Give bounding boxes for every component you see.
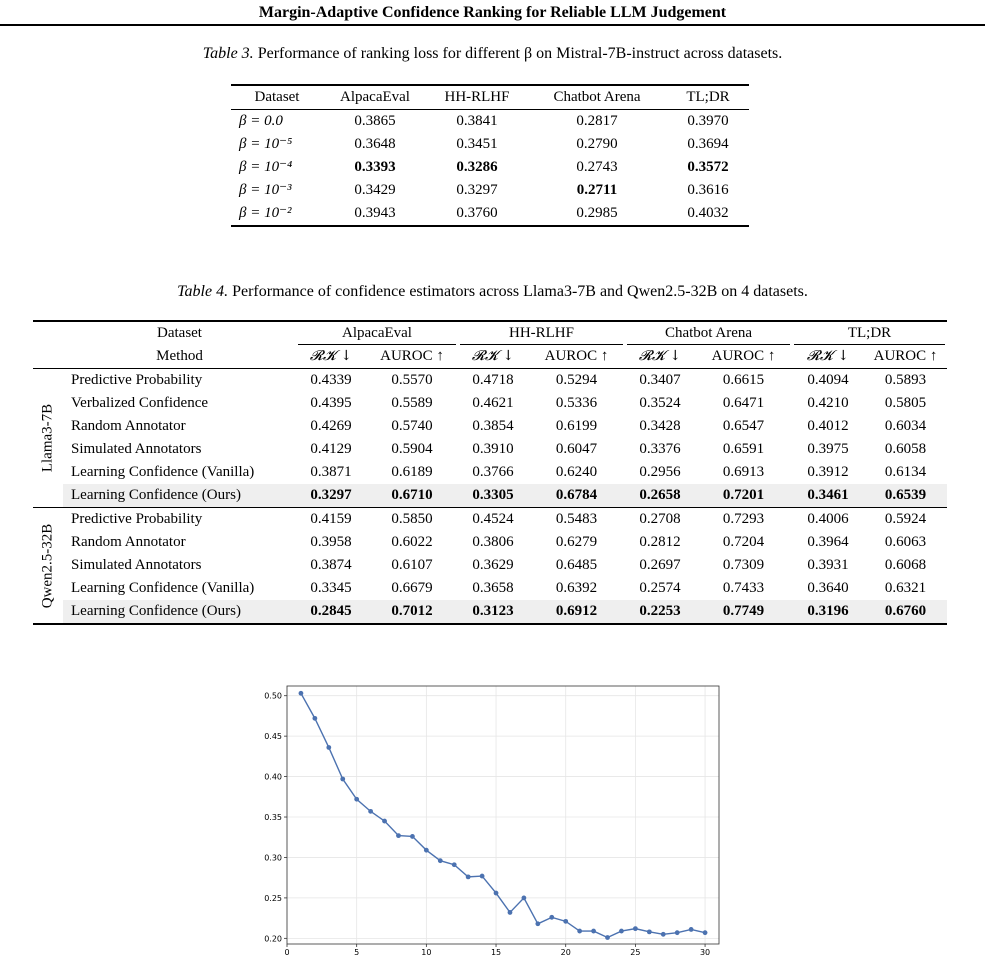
table4-value-cell: 0.6068 bbox=[884, 557, 927, 573]
data-point bbox=[647, 929, 652, 934]
table4-group-cell bbox=[33, 508, 63, 625]
table4-value-cell: 0.7749 bbox=[695, 600, 792, 624]
table4-value-cell: 0.3964 bbox=[807, 534, 849, 550]
data-point bbox=[535, 921, 540, 926]
data-point bbox=[326, 745, 331, 750]
table4-value-cell: 0.3428 bbox=[639, 418, 681, 434]
table4-value-cell: 0.3854 bbox=[472, 418, 514, 434]
table3-value-cell: 0.4032 bbox=[687, 205, 729, 221]
data-point bbox=[354, 797, 359, 802]
table3-value-cell: 0.3841 bbox=[456, 113, 498, 129]
data-point bbox=[633, 926, 638, 931]
running-header bbox=[0, 0, 985, 26]
table4-value-cell: 0.3958 bbox=[310, 534, 352, 550]
data-point bbox=[661, 932, 666, 937]
table4-value-cell: 0.3345 bbox=[310, 580, 352, 596]
table3-value-cell: 0.3694 bbox=[687, 136, 729, 152]
y-tick-label: 0.35 bbox=[264, 813, 282, 823]
table4-row bbox=[33, 600, 947, 624]
y-tick-label: 0.25 bbox=[264, 893, 282, 903]
y-tick-label: 0.30 bbox=[264, 853, 282, 863]
table3-beta-cell: β = 10⁻² bbox=[239, 205, 292, 221]
table4-value-cell: 0.7293 bbox=[722, 511, 765, 527]
table4-value-cell: 0.5893 bbox=[884, 372, 927, 388]
table4-value-cell: 0.4094 bbox=[807, 372, 849, 388]
table4-row bbox=[33, 577, 947, 600]
table4-value-cell: 0.4269 bbox=[310, 418, 352, 434]
table3-value-cell: 0.2985 bbox=[576, 205, 618, 221]
table4-value-cell: 0.4339 bbox=[310, 372, 352, 388]
data-point bbox=[689, 927, 694, 932]
table4-value-cell: 0.7433 bbox=[722, 580, 765, 596]
table4-dataset-row bbox=[33, 321, 947, 345]
table4-method-cell: Learning Confidence (Ours) bbox=[63, 484, 296, 508]
data-point bbox=[299, 691, 304, 696]
table4-row bbox=[33, 415, 947, 438]
y-tick-label: 0.20 bbox=[264, 934, 282, 944]
x-tick-label: 5 bbox=[354, 948, 360, 957]
table4-value-cell: 0.5904 bbox=[391, 441, 433, 457]
table4-value-cell: 0.6679 bbox=[391, 580, 433, 596]
table4-group-cell bbox=[33, 369, 63, 508]
table3-value-cell: 0.3943 bbox=[354, 205, 396, 221]
table4-value-cell: 0.3766 bbox=[472, 464, 514, 480]
table4-value-cell: 0.2845 bbox=[296, 600, 366, 624]
table4-value-cell: 0.6760 bbox=[864, 600, 947, 624]
table4-metric-rk: 𝓡𝓚 ↓ bbox=[458, 345, 528, 369]
table4-value-cell: 0.5483 bbox=[555, 511, 598, 527]
line-chart bbox=[255, 680, 725, 961]
x-tick-label: 15 bbox=[490, 948, 502, 957]
table4-value-cell: 0.4621 bbox=[472, 395, 514, 411]
table4-value-cell: 0.6471 bbox=[722, 395, 765, 411]
table4-value-cell: 0.6199 bbox=[555, 418, 598, 434]
table4-dataset-label: Dataset bbox=[157, 325, 202, 341]
table4-metric-rk: 𝓡𝓚 ↓ bbox=[296, 345, 366, 369]
table3-caption-text: Performance of ranking loss for different β on Mistral-7B-instruct across datasets. bbox=[257, 45, 783, 62]
data-point bbox=[591, 929, 596, 934]
table4-caption bbox=[0, 283, 985, 301]
table4-value-cell: 0.6279 bbox=[555, 534, 598, 550]
table3-row bbox=[231, 110, 749, 134]
table4-method-cell: Learning Confidence (Vanilla) bbox=[71, 464, 255, 480]
table4-dataset-header: HH-RLHF bbox=[458, 321, 625, 345]
table4-caption-label: Table 4. bbox=[177, 283, 229, 300]
table4-method-cell: Random Annotator bbox=[71, 534, 186, 550]
table4-row bbox=[33, 554, 947, 577]
series-line bbox=[301, 693, 705, 937]
table3-header-cell: AlpacaEval bbox=[323, 85, 427, 110]
table4-value-cell: 0.3874 bbox=[310, 557, 352, 573]
table3-value-cell: 0.2790 bbox=[576, 136, 618, 152]
y-tick-label: 0.45 bbox=[264, 732, 282, 742]
table3-value-cell: 0.3429 bbox=[354, 182, 396, 198]
table4-empty-cell bbox=[33, 345, 63, 369]
table3-value-cell: 0.3393 bbox=[354, 159, 396, 175]
table4-row bbox=[33, 531, 947, 554]
table4-value-cell: 0.3871 bbox=[310, 464, 352, 480]
table4-value-cell: 0.5336 bbox=[555, 395, 598, 411]
table4-value-cell: 0.6539 bbox=[864, 484, 947, 508]
table3-value-cell: 0.3616 bbox=[687, 182, 729, 198]
table4-value-cell: 0.2658 bbox=[625, 484, 695, 508]
table3 bbox=[231, 84, 749, 227]
table4-value-cell: 0.7201 bbox=[695, 484, 792, 508]
table4-value-cell: 0.6107 bbox=[391, 557, 433, 573]
table4-value-cell: 0.4395 bbox=[310, 395, 352, 411]
data-point bbox=[549, 915, 554, 920]
table4-method-cell: Predictive Probability bbox=[71, 511, 203, 527]
table4-group-label: Llama3-7B bbox=[39, 403, 56, 473]
table4-group-label: Qwen2.5-32B bbox=[39, 523, 56, 608]
table3-value-cell: 0.3970 bbox=[687, 113, 729, 129]
table4-method-cell: Simulated Annotators bbox=[71, 441, 202, 457]
table4-value-cell: 0.3297 bbox=[296, 484, 366, 508]
table4-value-cell: 0.3910 bbox=[472, 441, 514, 457]
table3-header-row bbox=[231, 85, 749, 110]
table4-value-cell: 0.3376 bbox=[639, 441, 681, 457]
table4-metric-rk: 𝓡𝓚 ↓ bbox=[792, 345, 864, 369]
table3-value-cell: 0.3297 bbox=[456, 182, 498, 198]
table4-value-cell: 0.3305 bbox=[458, 484, 528, 508]
table4-value-cell: 0.3931 bbox=[807, 557, 849, 573]
data-point bbox=[424, 848, 429, 853]
data-point bbox=[563, 919, 568, 924]
table4-value-cell: 0.4210 bbox=[807, 395, 849, 411]
table3-caption-label: Table 3. bbox=[202, 45, 254, 62]
table4-value-cell: 0.6912 bbox=[528, 600, 625, 624]
table4-value-cell: 0.4159 bbox=[310, 511, 352, 527]
table4-value-cell: 0.5740 bbox=[391, 418, 433, 434]
table3-row bbox=[231, 179, 749, 202]
table4-method-cell: Simulated Annotators bbox=[71, 557, 202, 573]
table3-caption bbox=[0, 45, 985, 63]
data-point bbox=[522, 895, 527, 900]
data-point bbox=[605, 935, 610, 940]
table4-value-cell: 0.2253 bbox=[625, 600, 695, 624]
table4-value-cell: 0.6784 bbox=[528, 484, 625, 508]
table4-value-cell: 0.3407 bbox=[639, 372, 681, 388]
table4-value-cell: 0.4718 bbox=[472, 372, 514, 388]
table4-value-cell: 0.5924 bbox=[884, 511, 927, 527]
table3-value-cell: 0.2711 bbox=[576, 182, 618, 198]
table4-dataset-header: TL;DR bbox=[792, 321, 947, 345]
table3-beta-cell: β = 10⁻⁵ bbox=[239, 136, 293, 152]
table4-row bbox=[33, 508, 947, 532]
data-point bbox=[508, 910, 513, 915]
table4-value-cell: 0.5850 bbox=[391, 511, 433, 527]
table4-method-row bbox=[33, 345, 947, 369]
table4-value-cell: 0.3196 bbox=[792, 600, 864, 624]
table4-empty-cell bbox=[33, 321, 63, 345]
table4-value-cell: 0.6022 bbox=[391, 534, 433, 550]
table4-row bbox=[33, 484, 947, 508]
table4-method-cell: Learning Confidence (Ours) bbox=[63, 600, 296, 624]
data-point bbox=[340, 777, 345, 782]
table4-value-cell: 0.6189 bbox=[391, 464, 433, 480]
table3-value-cell: 0.3648 bbox=[354, 136, 396, 152]
table4-method-cell: Verbalized Confidence bbox=[71, 395, 209, 411]
table4-value-cell: 0.6710 bbox=[366, 484, 458, 508]
x-tick-label: 10 bbox=[421, 948, 432, 957]
table4-value-cell: 0.3640 bbox=[807, 580, 849, 596]
table4-value-cell: 0.6047 bbox=[555, 441, 598, 457]
table4-dataset-header: Chatbot Arena bbox=[625, 321, 792, 345]
table4-value-cell: 0.3524 bbox=[639, 395, 681, 411]
table4-value-cell: 0.3629 bbox=[472, 557, 514, 573]
table4 bbox=[33, 320, 947, 625]
table4-value-cell: 0.7012 bbox=[366, 600, 458, 624]
table3-value-cell: 0.2817 bbox=[576, 113, 618, 129]
table4-value-cell: 0.2812 bbox=[639, 534, 681, 550]
table3-row bbox=[231, 202, 749, 226]
table3-header-cell: TL;DR bbox=[667, 85, 749, 110]
table4-value-cell: 0.6063 bbox=[884, 534, 927, 550]
table4-value-cell: 0.2708 bbox=[639, 511, 681, 527]
data-point bbox=[452, 862, 457, 867]
table4-method-label: Method bbox=[63, 345, 296, 369]
table4-value-cell: 0.4012 bbox=[807, 418, 849, 434]
table4-row bbox=[33, 461, 947, 484]
table4-value-cell: 0.6547 bbox=[722, 418, 765, 434]
table4-value-cell: 0.4129 bbox=[310, 441, 352, 457]
data-point bbox=[410, 834, 415, 839]
table4-value-cell: 0.6058 bbox=[884, 441, 927, 457]
table3-beta-cell: β = 10⁻³ bbox=[239, 182, 292, 198]
table4-row bbox=[33, 392, 947, 415]
table4-dataset-header: AlpacaEval bbox=[296, 321, 458, 345]
table4-value-cell: 0.3123 bbox=[458, 600, 528, 624]
table3-value-cell: 0.3451 bbox=[456, 136, 498, 152]
table4-method-cell: Learning Confidence (Vanilla) bbox=[71, 580, 255, 596]
running-title: Margin-Adaptive Confidence Ranking for Reliable LLM Judgement bbox=[258, 4, 727, 21]
table4-value-cell: 0.3912 bbox=[807, 464, 849, 480]
table4-value-cell: 0.6913 bbox=[722, 464, 765, 480]
table4-caption-text: Performance of confidence estimators across Llama3-7B and Qwen2.5-32B on 4 datasets. bbox=[232, 283, 808, 300]
table4-metric-auroc: AUROC ↑ bbox=[864, 345, 947, 369]
convergence-figure bbox=[255, 680, 725, 961]
table4-value-cell: 0.6485 bbox=[555, 557, 598, 573]
x-tick-label: 30 bbox=[699, 948, 711, 957]
data-point bbox=[619, 929, 624, 934]
table4-row bbox=[33, 438, 947, 461]
table4-value-cell: 0.7204 bbox=[722, 534, 765, 550]
table4-value-cell: 0.3975 bbox=[807, 441, 849, 457]
x-tick-label: 25 bbox=[630, 948, 641, 957]
table4-value-cell: 0.3658 bbox=[472, 580, 514, 596]
table4-value-cell: 0.2956 bbox=[639, 464, 681, 480]
table4-value-cell: 0.4006 bbox=[807, 511, 849, 527]
table4-value-cell: 0.5294 bbox=[555, 372, 598, 388]
table4-value-cell: 0.6392 bbox=[555, 580, 598, 596]
table4-value-cell: 0.6615 bbox=[722, 372, 765, 388]
table4-method-cell: Predictive Probability bbox=[71, 372, 203, 388]
table3-value-cell: 0.3760 bbox=[456, 205, 498, 221]
table4-value-cell: 0.3806 bbox=[472, 534, 514, 550]
table3-value-cell: 0.3572 bbox=[687, 159, 729, 175]
table4-value-cell: 0.7309 bbox=[722, 557, 765, 573]
table3-value-cell: 0.3286 bbox=[456, 159, 498, 175]
table4-value-cell: 0.6034 bbox=[884, 418, 927, 434]
table4-value-cell: 0.2697 bbox=[639, 557, 681, 573]
table3-header-cell: Chatbot Arena bbox=[527, 85, 667, 110]
table4-row bbox=[33, 369, 947, 393]
table4-metric-auroc: AUROC ↑ bbox=[695, 345, 792, 369]
data-point bbox=[312, 716, 317, 721]
x-tick-label: 20 bbox=[560, 948, 571, 957]
table3-beta-cell: β = 10⁻⁴ bbox=[239, 159, 293, 175]
table4-value-cell: 0.5589 bbox=[391, 395, 433, 411]
data-point bbox=[396, 833, 401, 838]
table4-metric-auroc: AUROC ↑ bbox=[528, 345, 625, 369]
table4-value-cell: 0.5805 bbox=[884, 395, 927, 411]
y-tick-label: 0.50 bbox=[264, 691, 282, 701]
table4-value-cell: 0.6240 bbox=[555, 464, 598, 480]
table3-row bbox=[231, 133, 749, 156]
data-point bbox=[577, 929, 582, 934]
y-tick-label: 0.40 bbox=[264, 772, 282, 782]
table4-metric-auroc: AUROC ↑ bbox=[366, 345, 458, 369]
table4-metric-rk: 𝓡𝓚 ↓ bbox=[625, 345, 695, 369]
table3-header-cell: HH-RLHF bbox=[427, 85, 527, 110]
data-point bbox=[480, 874, 485, 879]
data-point bbox=[382, 819, 387, 824]
table3-beta-cell: β = 0.0 bbox=[239, 113, 283, 129]
table4-value-cell: 0.5570 bbox=[391, 372, 433, 388]
table3-header-cell: Dataset bbox=[231, 85, 323, 110]
table4-value-cell: 0.6134 bbox=[884, 464, 927, 480]
table3-value-cell: 0.2743 bbox=[576, 159, 618, 175]
table4-value-cell: 0.2574 bbox=[639, 580, 681, 596]
table4-value-cell: 0.3461 bbox=[792, 484, 864, 508]
data-point bbox=[675, 930, 680, 935]
data-point bbox=[438, 858, 443, 863]
data-point bbox=[703, 930, 708, 935]
table4-value-cell: 0.6321 bbox=[884, 580, 927, 596]
data-point bbox=[466, 874, 471, 879]
x-tick-label: 0 bbox=[284, 948, 290, 957]
table3-value-cell: 0.3865 bbox=[354, 113, 396, 129]
table4-method-cell: Random Annotator bbox=[71, 418, 186, 434]
table4-value-cell: 0.6591 bbox=[722, 441, 765, 457]
plot-frame bbox=[287, 686, 719, 944]
table4-value-cell: 0.4524 bbox=[472, 511, 514, 527]
table3-row bbox=[231, 156, 749, 179]
data-point bbox=[494, 891, 499, 896]
data-point bbox=[368, 809, 373, 814]
